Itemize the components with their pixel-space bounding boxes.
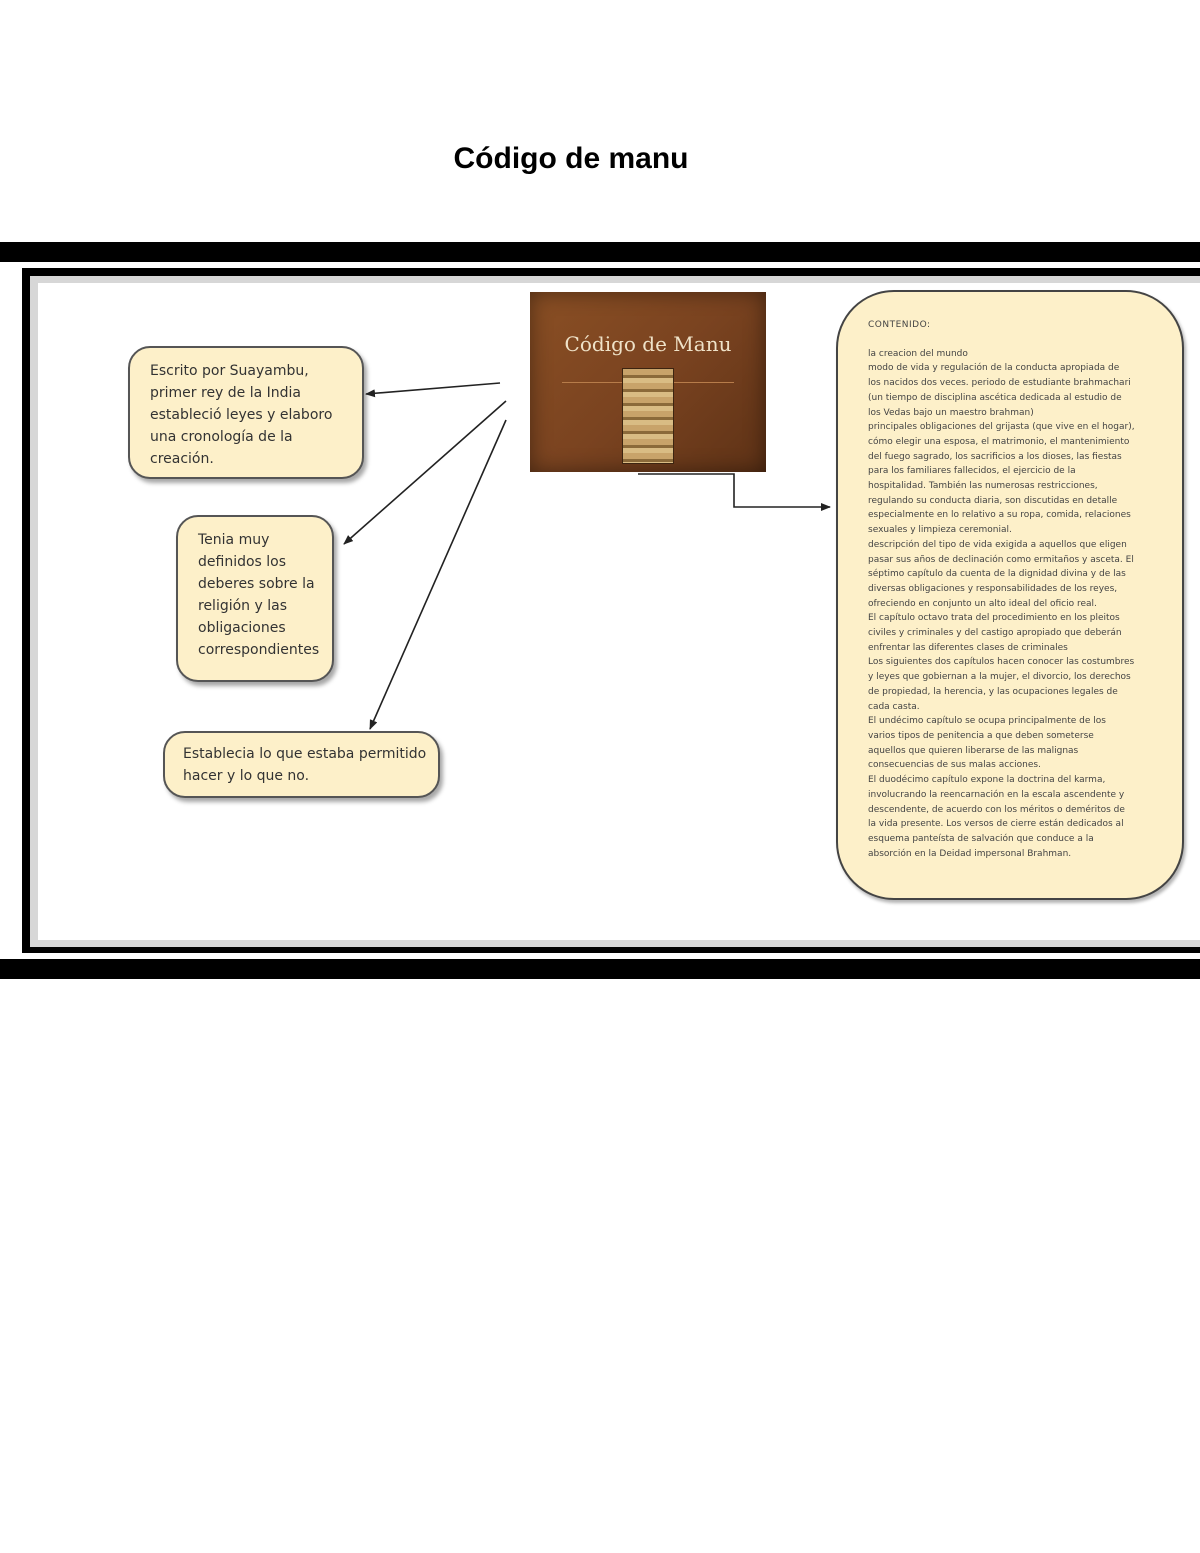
contenido-line: Los siguientes dos capítulos hacen conocer las costumbres — [868, 657, 1135, 668]
contenido-line: del fuego sagrado, los sacrificios a los dioses, las fiestas — [868, 451, 1122, 462]
contenido-line: para los familiares fallecidos, el ejercicio de la — [868, 466, 1076, 477]
contenido-line: ofreciendo en conjunto un alto ideal del oficio real. — [868, 598, 1097, 609]
contenido-line: principales obligaciones del grijasta (que vive en el hogar), — [868, 422, 1135, 433]
contenido-line: descendente, de acuerdo con los méritos o deméritos de — [868, 804, 1125, 815]
contenido-line: aquellos que quieren liberarse de las malignas — [868, 745, 1079, 756]
contenido-line: la vida presente. Los versos de cierre están dedicados al — [868, 819, 1124, 830]
contenido-line: enfrentar las diferentes clases de criminales — [868, 642, 1068, 653]
contenido-line: sexuales y limpieza ceremonial. — [868, 525, 1012, 536]
contenido-line: diversas obligaciones y responsabilidades de los reyes, — [868, 583, 1118, 594]
contenido-line: los Vedas bajo un maestro brahman) — [868, 407, 1034, 418]
contenido-line: los nacidos dos veces. periodo de estudiante brahmachari — [868, 378, 1131, 389]
contenido-line: especialmente en lo relativo a su ropa, comida, relaciones — [868, 510, 1131, 521]
contenido-line: y leyes que gobiernan a la mujer, el divorcio, los derechos — [868, 672, 1131, 683]
contenido-line: cómo elegir una esposa, el matrimonio, el mantenimiento — [868, 436, 1130, 447]
arrow-to-contenido — [638, 474, 830, 507]
contenido-line: involucrando la reencarnación en la escala ascendente y — [868, 789, 1125, 800]
contenido-line: civiles y criminales y del castigo apropiado que deberán — [868, 628, 1122, 639]
contenido-line: descripción del tipo de vida exigida a aquellos que eligen — [868, 539, 1127, 550]
contenido-line: cada casta. — [868, 701, 920, 712]
box-deberes-text: Tenia muy definidos los deberes sobre la religión y las obligaciones correspondientes — [198, 532, 320, 658]
box-autor-text: Escrito por Suayambu, primer rey de la India estableció leyes y elaboro una cronología de la creación. — [150, 363, 333, 467]
contenido-line: la creacion del mundo — [868, 348, 968, 359]
contenido-line: El duodécimo capítulo expone la doctrina del karma, — [868, 775, 1106, 786]
contenido-line: El undécimo capítulo se ocupa principalmente de los — [868, 716, 1106, 727]
arrow-to-box-autor — [366, 383, 500, 394]
contenido-line: modo de vida y regulación de la conducta apropiada de — [868, 363, 1120, 374]
arrow-to-box-permitido — [370, 420, 506, 729]
contenido-line: absorción en la Deidad impersonal Brahman. — [868, 848, 1072, 859]
contenido-line: (un tiempo de disciplina ascética dedicada al estudio de — [868, 392, 1122, 403]
contenido-line: pasar sus años de declinación como ermitaños y asceta. El — [868, 554, 1134, 565]
page-title: Código de manu — [453, 142, 689, 175]
box-permitido-text: Establecia lo que estaba permitido hacer y lo que no. — [183, 746, 427, 784]
contenido-heading: CONTENIDO: — [868, 320, 931, 330]
book-cover-title: Código de Manu — [564, 332, 732, 356]
contenido-line: hospitalidad. También las numerosas restricciones, — [868, 481, 1098, 492]
contenido-line: varios tipos de penitencia a que deben someterse — [868, 730, 1094, 741]
contenido-line: regulando su conducta diaria, son discutidas en detalle — [868, 495, 1118, 506]
contenido-line: esquema panteísta de salvación que conduce a la — [868, 833, 1094, 844]
contenido-line: de propiedad, la herencia, y las ocupaciones legales de — [868, 686, 1118, 697]
arrow-to-box-deberes — [344, 401, 506, 544]
contenido-line: consecuencias de sus malas acciones. — [868, 760, 1041, 771]
contenido-line: El capítulo octavo trata del procedimiento en los pleitos — [868, 613, 1120, 624]
contenido-line: séptimo capítulo da cuenta de la dignidad divina y de las — [868, 569, 1126, 580]
